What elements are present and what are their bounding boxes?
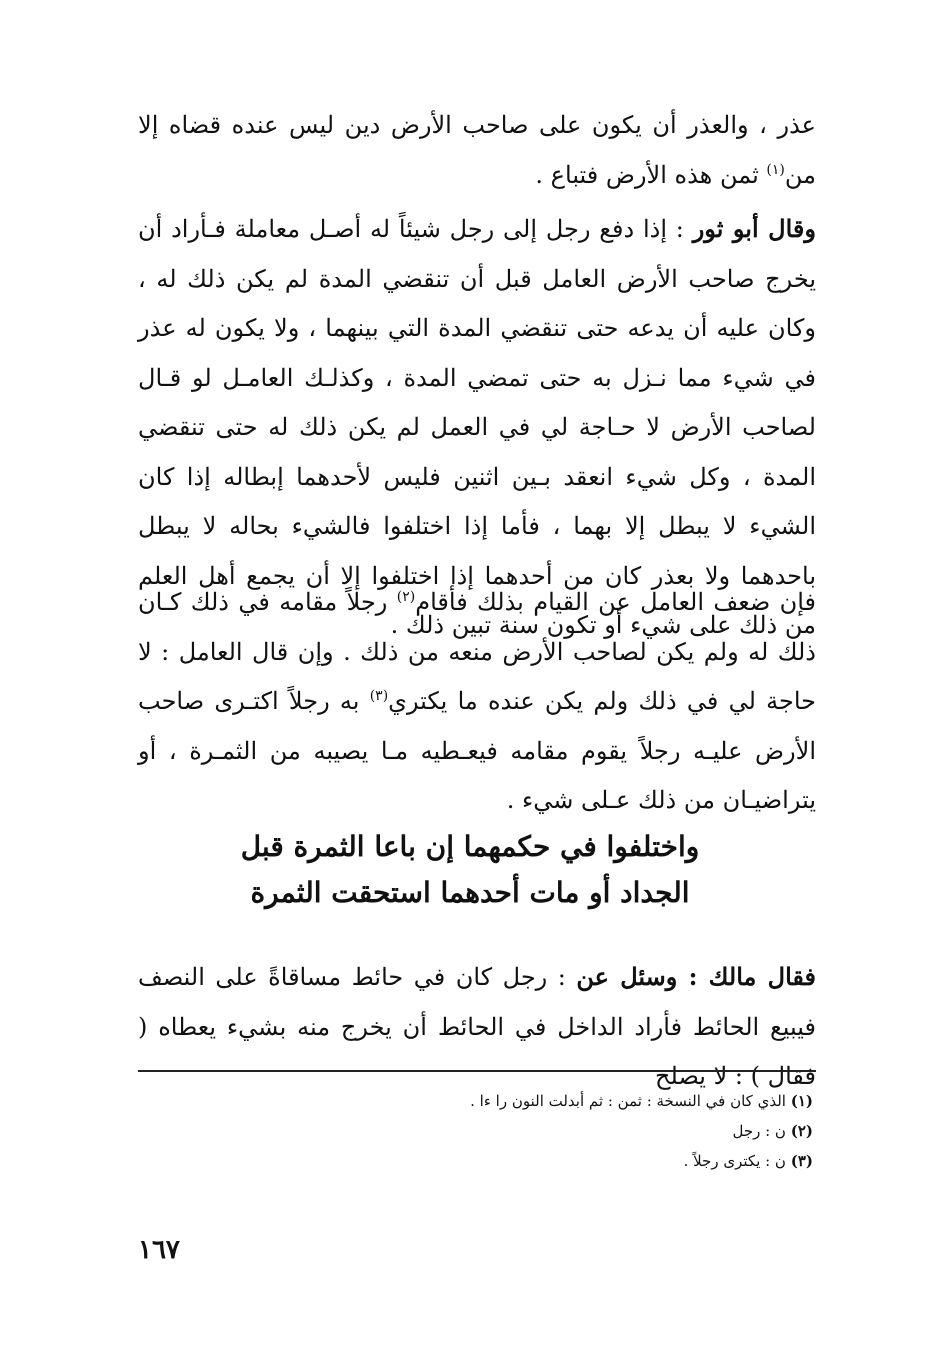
footnote-2-text: ن : رجل <box>732 1122 791 1140</box>
footnote-1 <box>138 1086 813 1116</box>
paragraph-4 <box>138 952 816 1102</box>
footnote-ref-2: (٢) <box>396 589 416 605</box>
paragraph-1-text-before: عذر ، والعذر أن يكون على صاحب الأرض دين ليس عنده قضاه إلا من <box>138 111 816 189</box>
section-heading-line-2: الجداد أو مات أحدهما استحقت الثمرة <box>250 876 690 909</box>
paragraph-4-lead: فقال مالك : وسئل عن <box>576 962 816 991</box>
paragraph-4-text: : رجل كان في حائط مساقاةً على النصف فيبيع الحائط فأراد الداخل في الحائط أن يخرج منه بشيء يعطاه ( فقال ) : لا يصلح <box>138 963 816 1090</box>
footnote-3-text: ن : يكترى رجلاً . <box>683 1152 791 1170</box>
footnote-divider <box>138 1070 816 1072</box>
paragraph-1 <box>138 101 816 200</box>
footnote-3 <box>138 1146 813 1176</box>
footnote-2 <box>138 1116 813 1146</box>
footnote-3-number: (٣) <box>790 1152 813 1170</box>
footnote-2-number: (٢) <box>790 1122 813 1140</box>
paragraph-3-text-middle: رجلاً مقامه في ذلك كـان ذلك له ولم يكن لصاحب الأرض منعه من ذلك . وإن قال العامل : لا حاجة لي في ذلك ولم يكن عنده ما يكتري <box>138 588 817 715</box>
page-number: ١٦٧ <box>138 1235 180 1265</box>
footnotes <box>138 1086 813 1176</box>
paragraph-3-text-before: فإن ضعف العامل عن القيام بذلك فأقام <box>415 588 816 616</box>
section-heading <box>150 824 790 916</box>
paragraph-3-text-after: به رجلاً اكتـرى صاحب الأرض عليـه رجلاً يقوم مقامه فيعـطيه مـا يصيبه من الثمـرة ، أو يتراضيـان من ذلك عـلى شيء . <box>138 687 816 814</box>
paragraph-3 <box>138 578 816 826</box>
section-heading-line-1: واختلفوا في حكمهما إن باعا الثمرة قبل <box>240 830 700 863</box>
footnote-ref-1: (١) <box>766 161 785 178</box>
footnote-1-number: (١) <box>790 1092 813 1110</box>
footnote-ref-3: (٣) <box>369 688 389 704</box>
footnote-1-text: الذي كان في النسخة : ثمن : ثم أبدلت النون را ءا . <box>470 1092 791 1110</box>
paragraph-1-text-after: ثمن هذه الأرض فتباع . <box>535 160 767 189</box>
paragraph-2-lead: وقال أبو ثور <box>692 214 816 243</box>
paragraph-2-text: : إذا دفع رجل إلى رجل شيئاً له أصـل معاملة فـأراد أن يخرج صاحب الأرض العامل قبل أن تنقضي المدة لم يكن ذلك له ، وكان عليه أن يدعه حتى تنقضي المدة التي بينهما ، ولا يكون له عذر في شيء مما نـزل به حتى تمضي المدة ، وكذلـك العامـل لو قـال لصاحب الأرض لا حـاجة لي في العمل لم يكن ذلك له حتى تنقضي المدة ، وكل شيء انعقد بـين اثنين فليس لأحدهما إبطاله إذا كان الشيء لا يبطل إلا بهما ، فأما إذا اختلفوا فالشيء بحاله لا يبطل باحدهما ولا بعذر كان من أحدهما إذا اختلفوا إلا أن يجمع أهل العلم من ذلك على شيء أو تكون سنة تبين ذلك . <box>138 215 816 639</box>
